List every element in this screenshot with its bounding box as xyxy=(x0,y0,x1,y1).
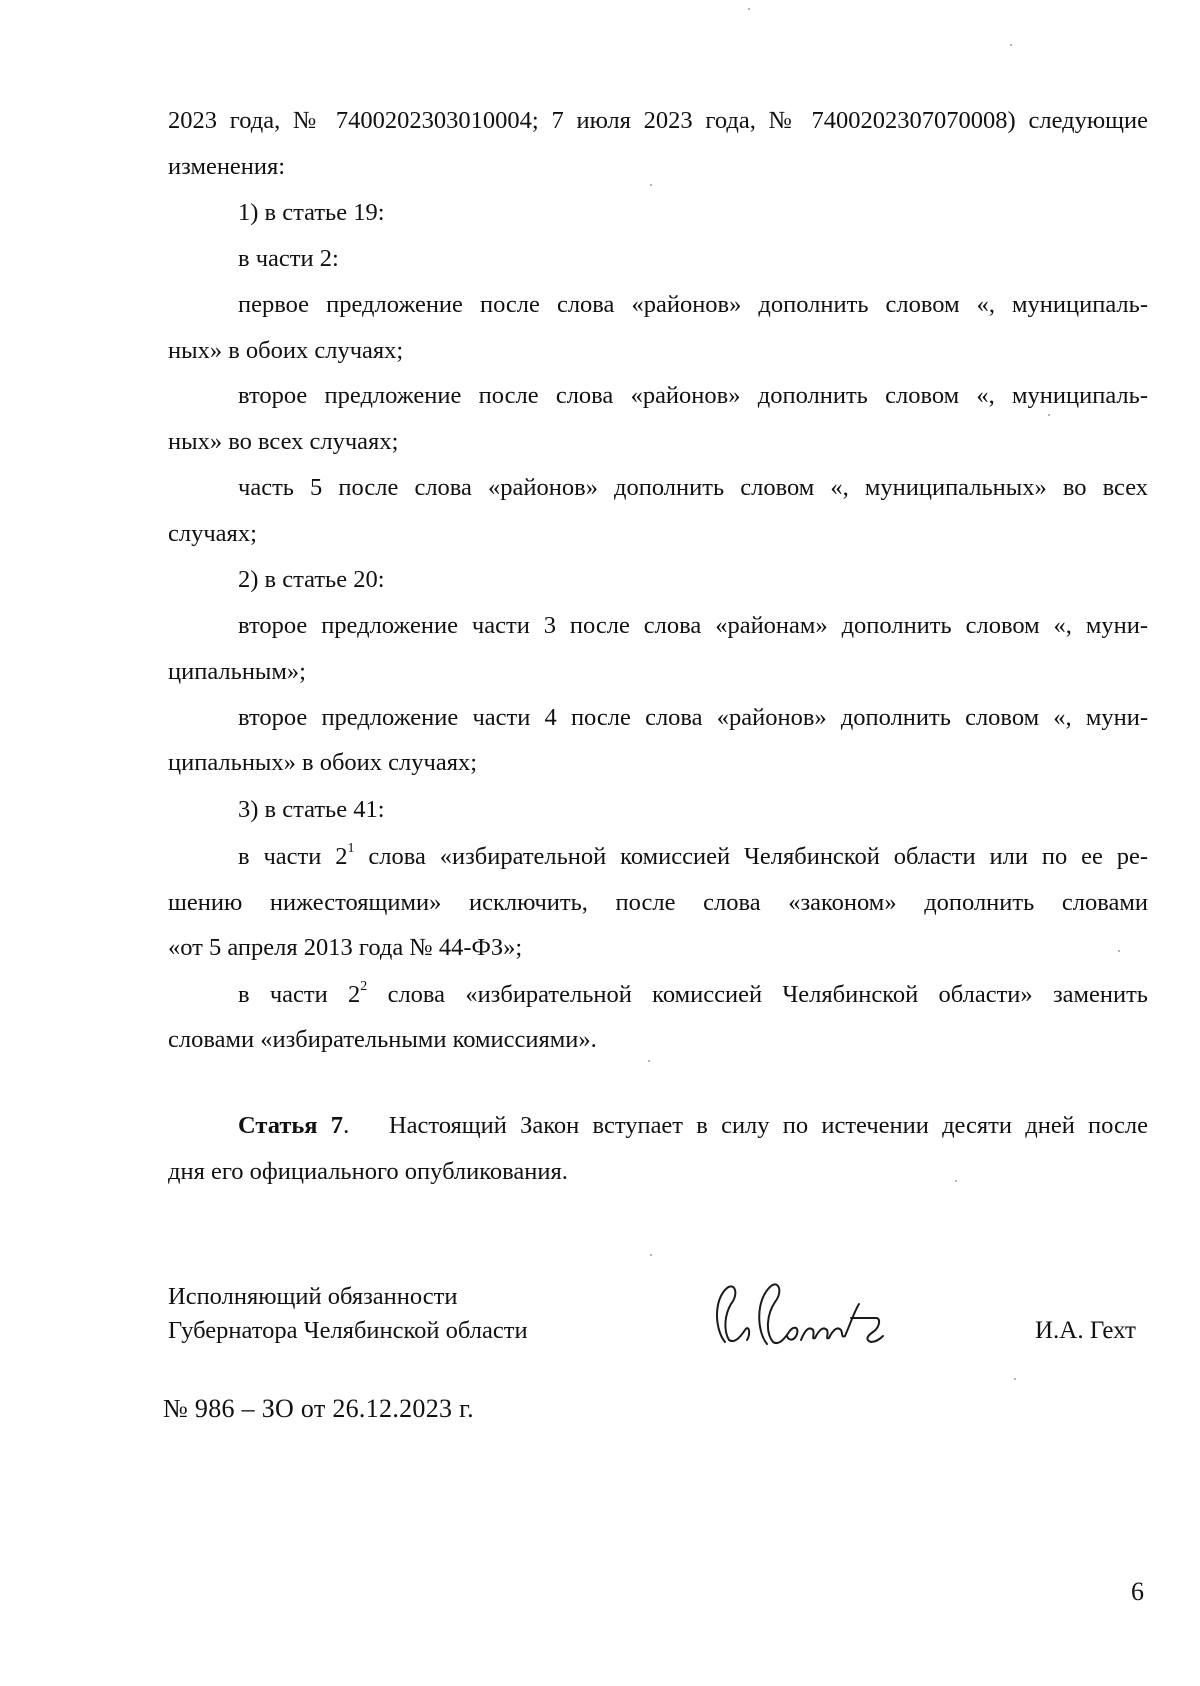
handwritten-signature xyxy=(705,1270,885,1360)
paragraph-line: ципальным»; xyxy=(168,658,306,685)
superscript: 1 xyxy=(347,840,355,856)
paragraph-line: второе предложение части 3 после слова «районам» дополнить словом «, муни- xyxy=(238,612,1148,639)
signatory-title-line: Исполняющий обязанности xyxy=(168,1283,458,1310)
paragraph-line: второе предложение части 4 после слова «районов» дополнить словом «, муни- xyxy=(238,704,1148,731)
scan-speck xyxy=(650,1254,652,1256)
article-label-suffix: . xyxy=(343,1112,350,1139)
list-item-heading: 1) в статье 19: xyxy=(238,199,385,226)
paragraph-line: второе предложение после слова «районов» дополнить словом «, муниципаль- xyxy=(238,382,1148,409)
paragraph-line: в части 2: xyxy=(238,245,339,272)
paragraph-line xyxy=(238,980,1148,1010)
paragraph-line: «от 5 апреля 2013 года № 44-ФЗ»; xyxy=(168,934,523,961)
scan-speck xyxy=(1118,950,1120,952)
article-text: Настоящий Закон вступает в силу по истечении десяти дней после xyxy=(388,1112,1148,1139)
paragraph-text: слова «избирательной комиссией Челябинской области или по ее ре- xyxy=(354,843,1148,870)
paragraph-line: случаях; xyxy=(168,520,257,547)
paragraph-line: ных» в обоих случаях; xyxy=(168,337,404,364)
article-label: Статья 7 xyxy=(238,1112,344,1139)
signatory-title-line: Губернатора Челябинской области xyxy=(168,1317,528,1344)
superscript: 2 xyxy=(360,978,368,994)
paragraph-line: часть 5 после слова «районов» дополнить словом «, муниципальных» во всех xyxy=(238,474,1148,501)
paragraph-text: в части 2 xyxy=(238,981,361,1008)
article-7-line xyxy=(238,1111,1148,1141)
paragraph-line: изменения: xyxy=(168,153,286,180)
signatory-title xyxy=(168,1280,528,1348)
paragraph-line: ципальных» в обоих случаях; xyxy=(168,749,478,776)
paragraph-line: первое предложение после слова «районов» дополнить словом «, муниципаль- xyxy=(238,291,1148,318)
paragraph-line: ных» во всех случаях; xyxy=(168,428,399,455)
scan-speck xyxy=(955,1180,957,1182)
scan-speck xyxy=(1010,44,1012,46)
scan-speck xyxy=(748,8,750,10)
paragraph-line: 2023 года, № 7400202303010004; 7 июля 2023 года, № 7400202307070008) следующие xyxy=(168,107,1148,134)
list-item-heading: 2) в статье 20: xyxy=(238,566,385,593)
scan-speck xyxy=(1048,414,1050,416)
scan-speck xyxy=(648,1060,650,1062)
scan-speck xyxy=(1014,1378,1016,1380)
article-7-line: дня его официального опубликования. xyxy=(168,1158,568,1185)
document-number: № 986 – ЗО от 26.12.2023 г. xyxy=(163,1394,474,1423)
page-number: 6 xyxy=(1131,1577,1144,1606)
paragraph-text: слова «избирательной комиссией Челябинской области» заменить xyxy=(367,981,1148,1008)
paragraph-line xyxy=(238,842,1148,872)
list-item-heading: 3) в статье 41: xyxy=(238,796,385,823)
paragraph-line: шению нижестоящими» исключить, после слова «законом» дополнить словами xyxy=(168,889,1148,916)
scan-speck xyxy=(650,184,652,186)
paragraph-line: словами «избирательными комиссиями». xyxy=(168,1026,597,1053)
paragraph-text: в части 2 xyxy=(238,843,348,870)
signatory-name: И.А. Гехт xyxy=(1035,1317,1136,1344)
